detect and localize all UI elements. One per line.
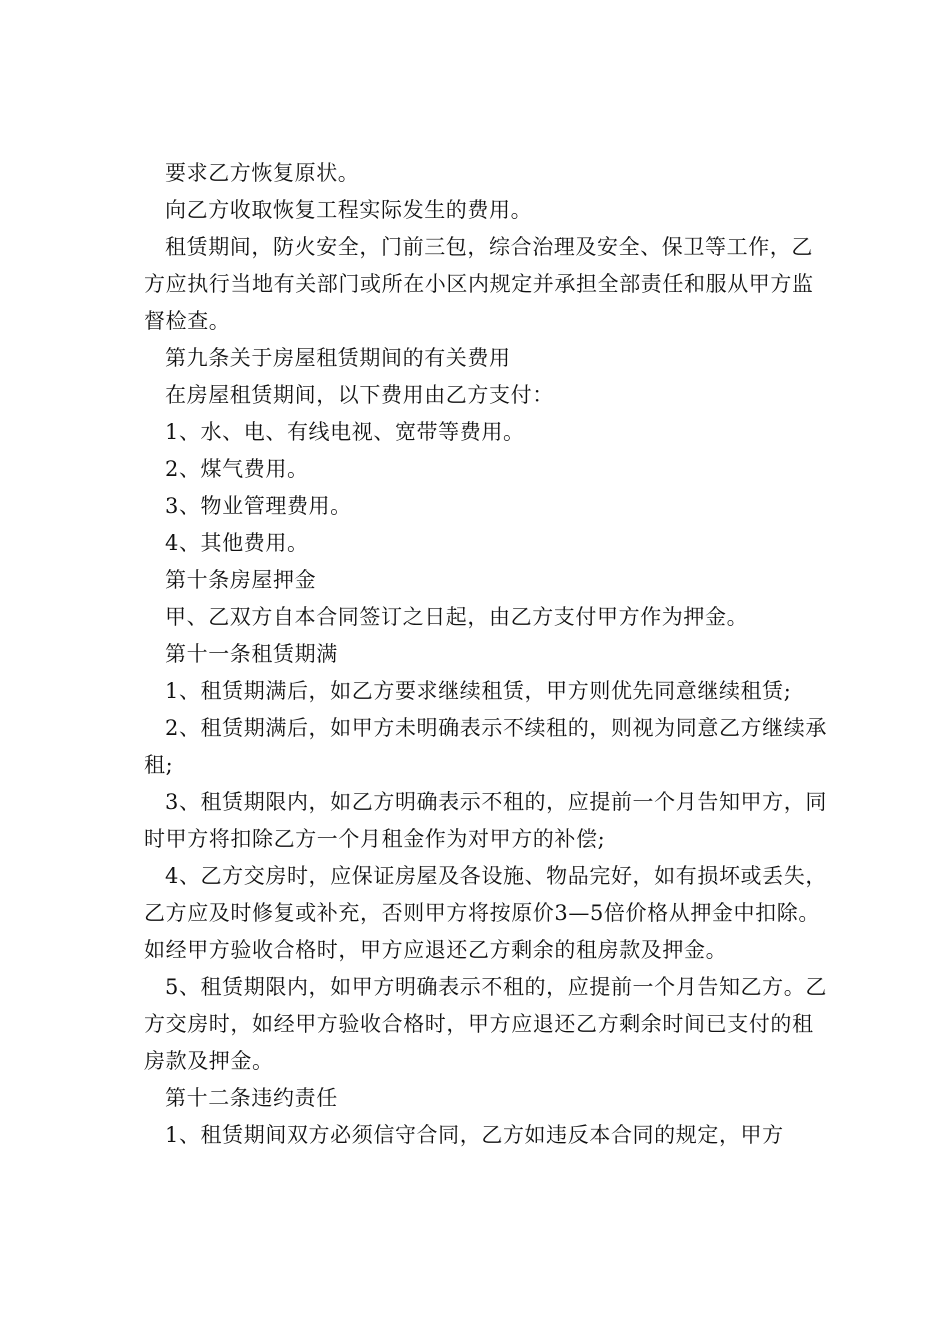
list-item: 4、乙方交房时，应保证房屋及各设施、物品完好，如有损坏或丢失，乙方应及时修复或补充，否则甲方将按原价3—5倍价格从押金中扣除。如经甲方验收合格时，甲方应退还乙方剩余的租房款及押金。 bbox=[144, 864, 827, 962]
paragraph: 要求乙方恢复原状。 bbox=[165, 161, 360, 185]
list-item: 1、水、电、有线电视、宽带等费用。 bbox=[165, 420, 525, 444]
list-item: 3、物业管理费用。 bbox=[165, 494, 352, 518]
paragraph: 向乙方收取恢复工程实际发生的费用。 bbox=[165, 198, 533, 222]
paragraph: 租赁期间，防火安全，门前三包，综合治理及安全、保卫等工作，乙方应执行当地有关部门或所在小区内规定并承担全部责任和服从甲方监督检查。 bbox=[144, 235, 814, 333]
list-item: 2、煤气费用。 bbox=[165, 457, 309, 481]
list-item: 1、租赁期间双方必须信守合同，乙方如违反本合同的规定，甲方 bbox=[165, 1123, 784, 1147]
section-heading: 第九条关于房屋租赁期间的有关费用 bbox=[165, 346, 511, 370]
section-heading: 第十一条租赁期满 bbox=[165, 642, 338, 666]
section-heading: 第十条房屋押金 bbox=[165, 568, 317, 592]
list-item: 2、租赁期满后，如甲方未明确表示不续租的，则视为同意乙方继续承租; bbox=[144, 716, 827, 777]
document-body bbox=[144, 155, 834, 1154]
list-item: 1、租赁期满后，如乙方要求继续租赁，甲方则优先同意继续租赁; bbox=[165, 679, 792, 703]
section-heading: 第十二条违约责任 bbox=[165, 1086, 338, 1110]
list-item: 5、租赁期限内，如甲方明确表示不租的，应提前一个月告知乙方。乙方交房时，如经甲方验收合格时，甲方应退还乙方剩余时间已支付的租房款及押金。 bbox=[144, 975, 827, 1073]
list-item: 4、其他费用。 bbox=[165, 531, 309, 555]
paragraph: 在房屋租赁期间，以下费用由乙方支付： bbox=[165, 383, 554, 407]
list-item: 3、租赁期限内，如乙方明确表示不租的，应提前一个月告知甲方，同时甲方将扣除乙方一个月租金作为对甲方的补偿; bbox=[144, 790, 827, 851]
paragraph: 甲、乙双方自本合同签订之日起，由乙方支付甲方作为押金。 bbox=[165, 605, 749, 629]
